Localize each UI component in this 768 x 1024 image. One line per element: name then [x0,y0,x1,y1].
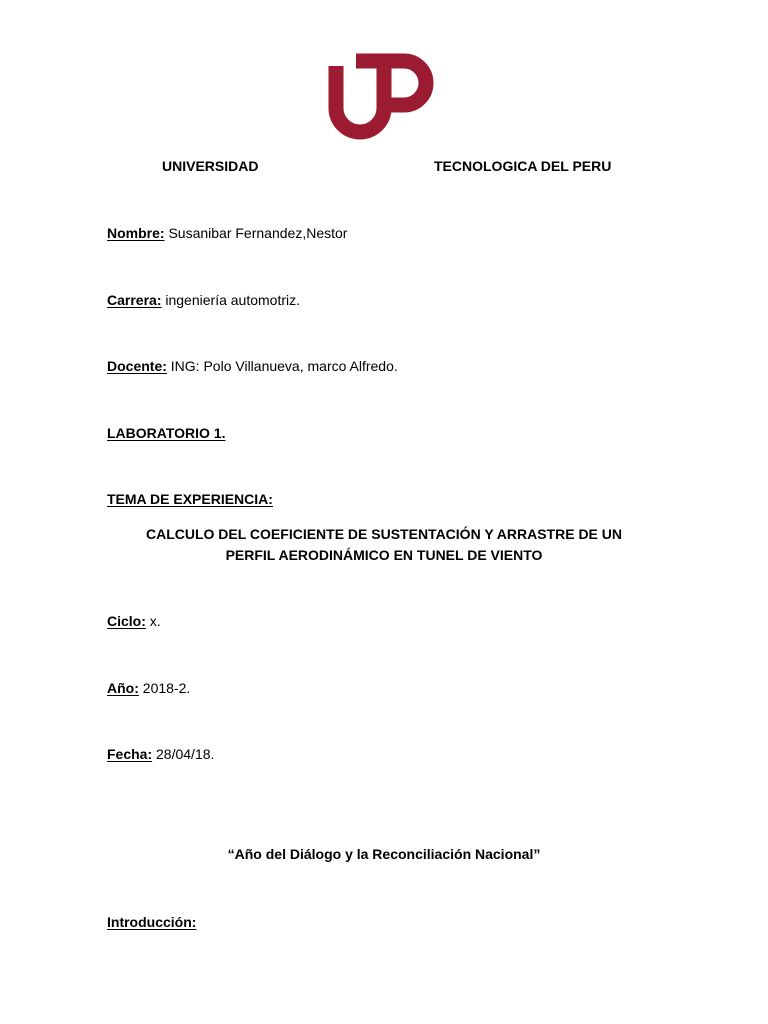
nombre-field [107,225,347,241]
anio-field [107,680,190,696]
ciclo-value: x. [149,613,161,629]
experiment-topic [107,524,661,566]
docente-value: ING: Polo Villanueva, marco Alfredo. [170,358,398,374]
university-right: TECNOLOGICA DEL PERU [434,158,612,174]
nombre-label: Nombre: [107,225,165,241]
docente-label: Docente: [107,358,167,374]
carrera-label: Carrera: [107,292,162,308]
nombre-value: Susanibar Fernandez,Nestor [168,225,348,241]
topic-line-2: PERFIL AERODINÁMICO EN TUNEL DE VIENTO [225,547,543,563]
laboratorio-label: LABORATORIO 1. [107,425,226,441]
university-left: UNIVERSIDAD [162,158,259,174]
topic-line-1: CALCULO DEL COEFICIENTE DE SUSTENTACIÓN Y ARRASTRE DE UN [145,526,623,542]
utp-logo [326,52,438,154]
carrera-value: ingeniería automotriz. [165,292,301,308]
introduccion-heading [107,914,196,930]
university-name [0,158,768,178]
year-motto: “Año del Diálogo y la Reconciliación Nacional” [227,846,541,862]
ciclo-label: Ciclo: [107,613,146,629]
fecha-value: 28/04/18. [156,746,215,762]
fecha-field [107,746,214,762]
anio-label: Año: [107,680,139,696]
laboratorio-heading [107,425,226,441]
anio-value: 2018-2. [142,680,191,696]
introduccion-label: Introducción: [107,914,197,930]
tema-heading [107,491,273,507]
carrera-field [107,292,300,308]
fecha-label: Fecha: [107,746,153,762]
ciclo-field [107,613,161,629]
tema-label: TEMA DE EXPERIENCIA: [107,491,273,507]
docente-field [107,358,398,374]
